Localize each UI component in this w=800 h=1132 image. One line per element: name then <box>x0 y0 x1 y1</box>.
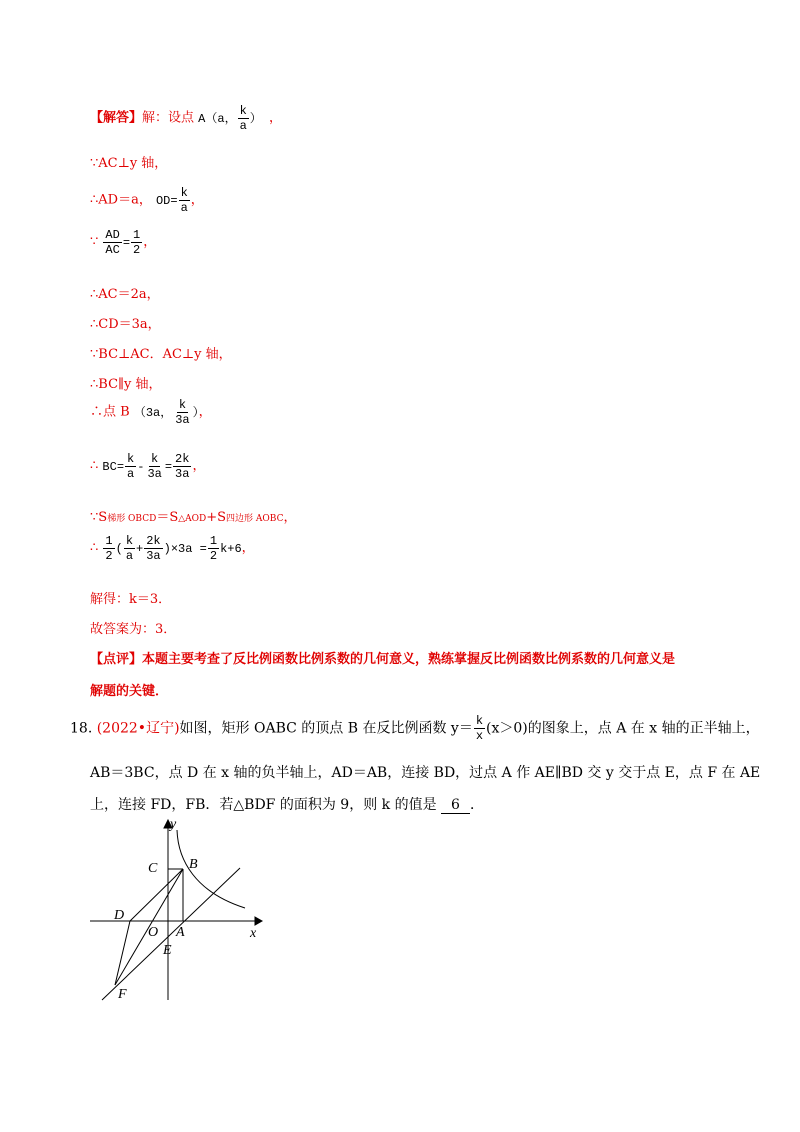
geometry-figure <box>90 815 290 1005</box>
numerator: 1 <box>105 534 113 548</box>
denominator: x <box>475 729 484 743</box>
question-number: 18. <box>70 720 93 737</box>
comment-line-1 <box>90 648 675 667</box>
fraction <box>208 534 219 563</box>
solution-line-7: ∵BC⊥AC．AC⊥y 轴， <box>90 347 232 362</box>
solution-line-3: ∴AD＝a， OD= $\frac{k}{a}$ ， <box>90 186 204 215</box>
because-symbol: ∵ <box>90 234 99 250</box>
fraction <box>131 228 142 257</box>
math-part: - <box>137 459 145 474</box>
fraction <box>145 452 163 481</box>
math-part: （3a， <box>133 405 173 420</box>
comment-line-2: 解题的关键． <box>90 684 169 699</box>
x-axis-arrow <box>255 917 262 925</box>
solution-text-1: 解：设点 <box>142 110 195 126</box>
math-part: ＝S <box>156 510 179 525</box>
math-part: = <box>122 235 131 250</box>
comment-text: 本题主要考查了反比例函数比例系数的几何意义，熟练掌握反比例函数比例系数的几何意义是 <box>142 652 676 667</box>
math-part: +S <box>206 510 227 525</box>
label-o: O <box>148 925 159 940</box>
math-part: ∵S <box>90 510 108 525</box>
math-part: )×3a = <box>163 541 207 556</box>
label-c: C <box>148 861 158 876</box>
label-y: y <box>170 817 177 832</box>
solution-line-4: ∵ $\frac{AD}{AC}$ = $\frac{1}{2}$ ， <box>90 228 157 257</box>
question-text-3b: ． <box>469 797 484 813</box>
solution-text-9: ∴点 B <box>90 404 130 420</box>
denominator: a <box>180 201 188 215</box>
solution-line-10: ∴ BC= $\frac{k}{a}$ - $\frac{k}{3a}$ = $\frac{2k}{3a}$ ， <box>90 452 206 481</box>
solution-line-11 <box>90 506 296 525</box>
numerator: k <box>127 452 135 466</box>
solution-line-5: ∴AC＝2a， <box>90 287 160 302</box>
od-expression <box>155 186 191 215</box>
function-fraction <box>474 714 485 743</box>
label-f: F <box>118 987 127 1002</box>
numerator: k <box>475 714 484 728</box>
bc-expression <box>102 452 192 481</box>
fraction <box>125 452 136 481</box>
solution-line-8: ∴BC∥y 轴， <box>90 377 162 392</box>
math-part: BC= <box>102 459 125 474</box>
fraction <box>173 452 191 481</box>
fraction <box>238 104 249 133</box>
fraction <box>103 534 114 563</box>
label-a: A <box>176 925 185 940</box>
math-part: ） <box>249 111 262 126</box>
point-a-expression <box>198 104 269 133</box>
subscript: 梯形 OBCD <box>107 514 157 524</box>
solution-tag: 【解答】 <box>90 110 143 126</box>
question-text-1b: (x＞0)的图象上，点 A 在 x 轴的正半轴上， <box>486 720 760 737</box>
solution-line-9: ∴点 B （3a， $\frac{k}{3a}$ ）， <box>90 398 212 427</box>
solution-line-1: 【解答】解：设点 A（a， $\frac{k}{a}$ ） ， <box>90 104 283 133</box>
question-text-1a: 如图，矩形 OABC 的顶点 B 在反比例函数 y＝ <box>179 720 473 737</box>
numerator: 1 <box>209 534 218 548</box>
math-part: + <box>136 541 144 556</box>
denominator: a <box>125 549 134 563</box>
math-part: ） <box>192 405 199 420</box>
solution-line-6: ∴CD＝3a， <box>90 317 161 332</box>
numerator: 2k <box>175 452 190 466</box>
answer-blank: 6 <box>441 797 470 814</box>
fraction <box>144 534 162 563</box>
numerator: k <box>151 452 159 466</box>
label-e: E <box>163 943 172 958</box>
question-line-3 <box>90 794 484 814</box>
numerator: k <box>125 534 134 548</box>
fraction <box>173 398 191 427</box>
subscript: 四边形 AOBC <box>226 514 284 524</box>
area-equation <box>102 534 242 563</box>
numerator: k <box>178 398 187 412</box>
ratio-expression <box>102 228 143 257</box>
denominator: 3a <box>147 467 162 481</box>
numerator: AD <box>105 228 120 242</box>
denominator: a <box>127 467 135 481</box>
math-part: ( <box>115 541 123 556</box>
label-b: B <box>189 857 198 872</box>
math-part: k+6 <box>220 541 242 556</box>
comment-tag: 【点评】 <box>90 652 143 667</box>
solution-line-13: 解得：k＝3． <box>90 592 172 607</box>
segment-bd <box>130 869 183 921</box>
denominator: 3a <box>146 549 161 563</box>
denominator: 2 <box>105 549 113 563</box>
math-part: OD= <box>155 193 178 208</box>
label-d: D <box>114 908 125 923</box>
fraction <box>179 186 190 215</box>
denominator: 2 <box>209 549 218 563</box>
question-line-1 <box>70 714 760 743</box>
solution-text-3: ∴AD＝a， <box>90 192 152 208</box>
math-part: = <box>164 459 173 474</box>
numerator: k <box>239 104 247 118</box>
question-source: (2022•辽宁) <box>96 720 180 737</box>
numerator: 1 <box>133 228 141 242</box>
label-x: x <box>250 926 257 941</box>
fraction <box>103 228 121 257</box>
question-text-3a: 上，连接 FD，FB．若△BDF 的面积为 9，则 k 的值是 <box>90 797 437 813</box>
numerator: k <box>180 186 188 200</box>
solution-line-2: ∵AC⊥y 轴， <box>90 156 168 171</box>
denominator: 2 <box>133 243 141 257</box>
denominator: 3a <box>175 413 190 427</box>
question-line-2: AB＝3BC，点 D 在 x 轴的负半轴上，AD＝AB，连接 BD，过点 A 作 AE∥BD 交 y 交于点 E，点 F 在 AE <box>90 765 761 781</box>
subscript: △AOD <box>178 514 207 524</box>
denominator: 3a <box>175 467 190 481</box>
math-part: ， <box>283 510 297 525</box>
denominator: AC <box>105 243 120 257</box>
solution-line-14: 故答案为：3． <box>90 622 177 637</box>
math-part: A（a， <box>198 111 237 126</box>
line-ae <box>102 868 240 1000</box>
fraction <box>124 534 135 563</box>
numerator: 2k <box>146 534 161 548</box>
solution-line-12: ∴ $\frac{1}{2}$ ( $\frac{k}{a}$ + $\frac{2k}{3a}$ )×3a = $\frac{1}{2}$ k+6， <box>90 534 255 563</box>
denominator: a <box>239 119 247 133</box>
